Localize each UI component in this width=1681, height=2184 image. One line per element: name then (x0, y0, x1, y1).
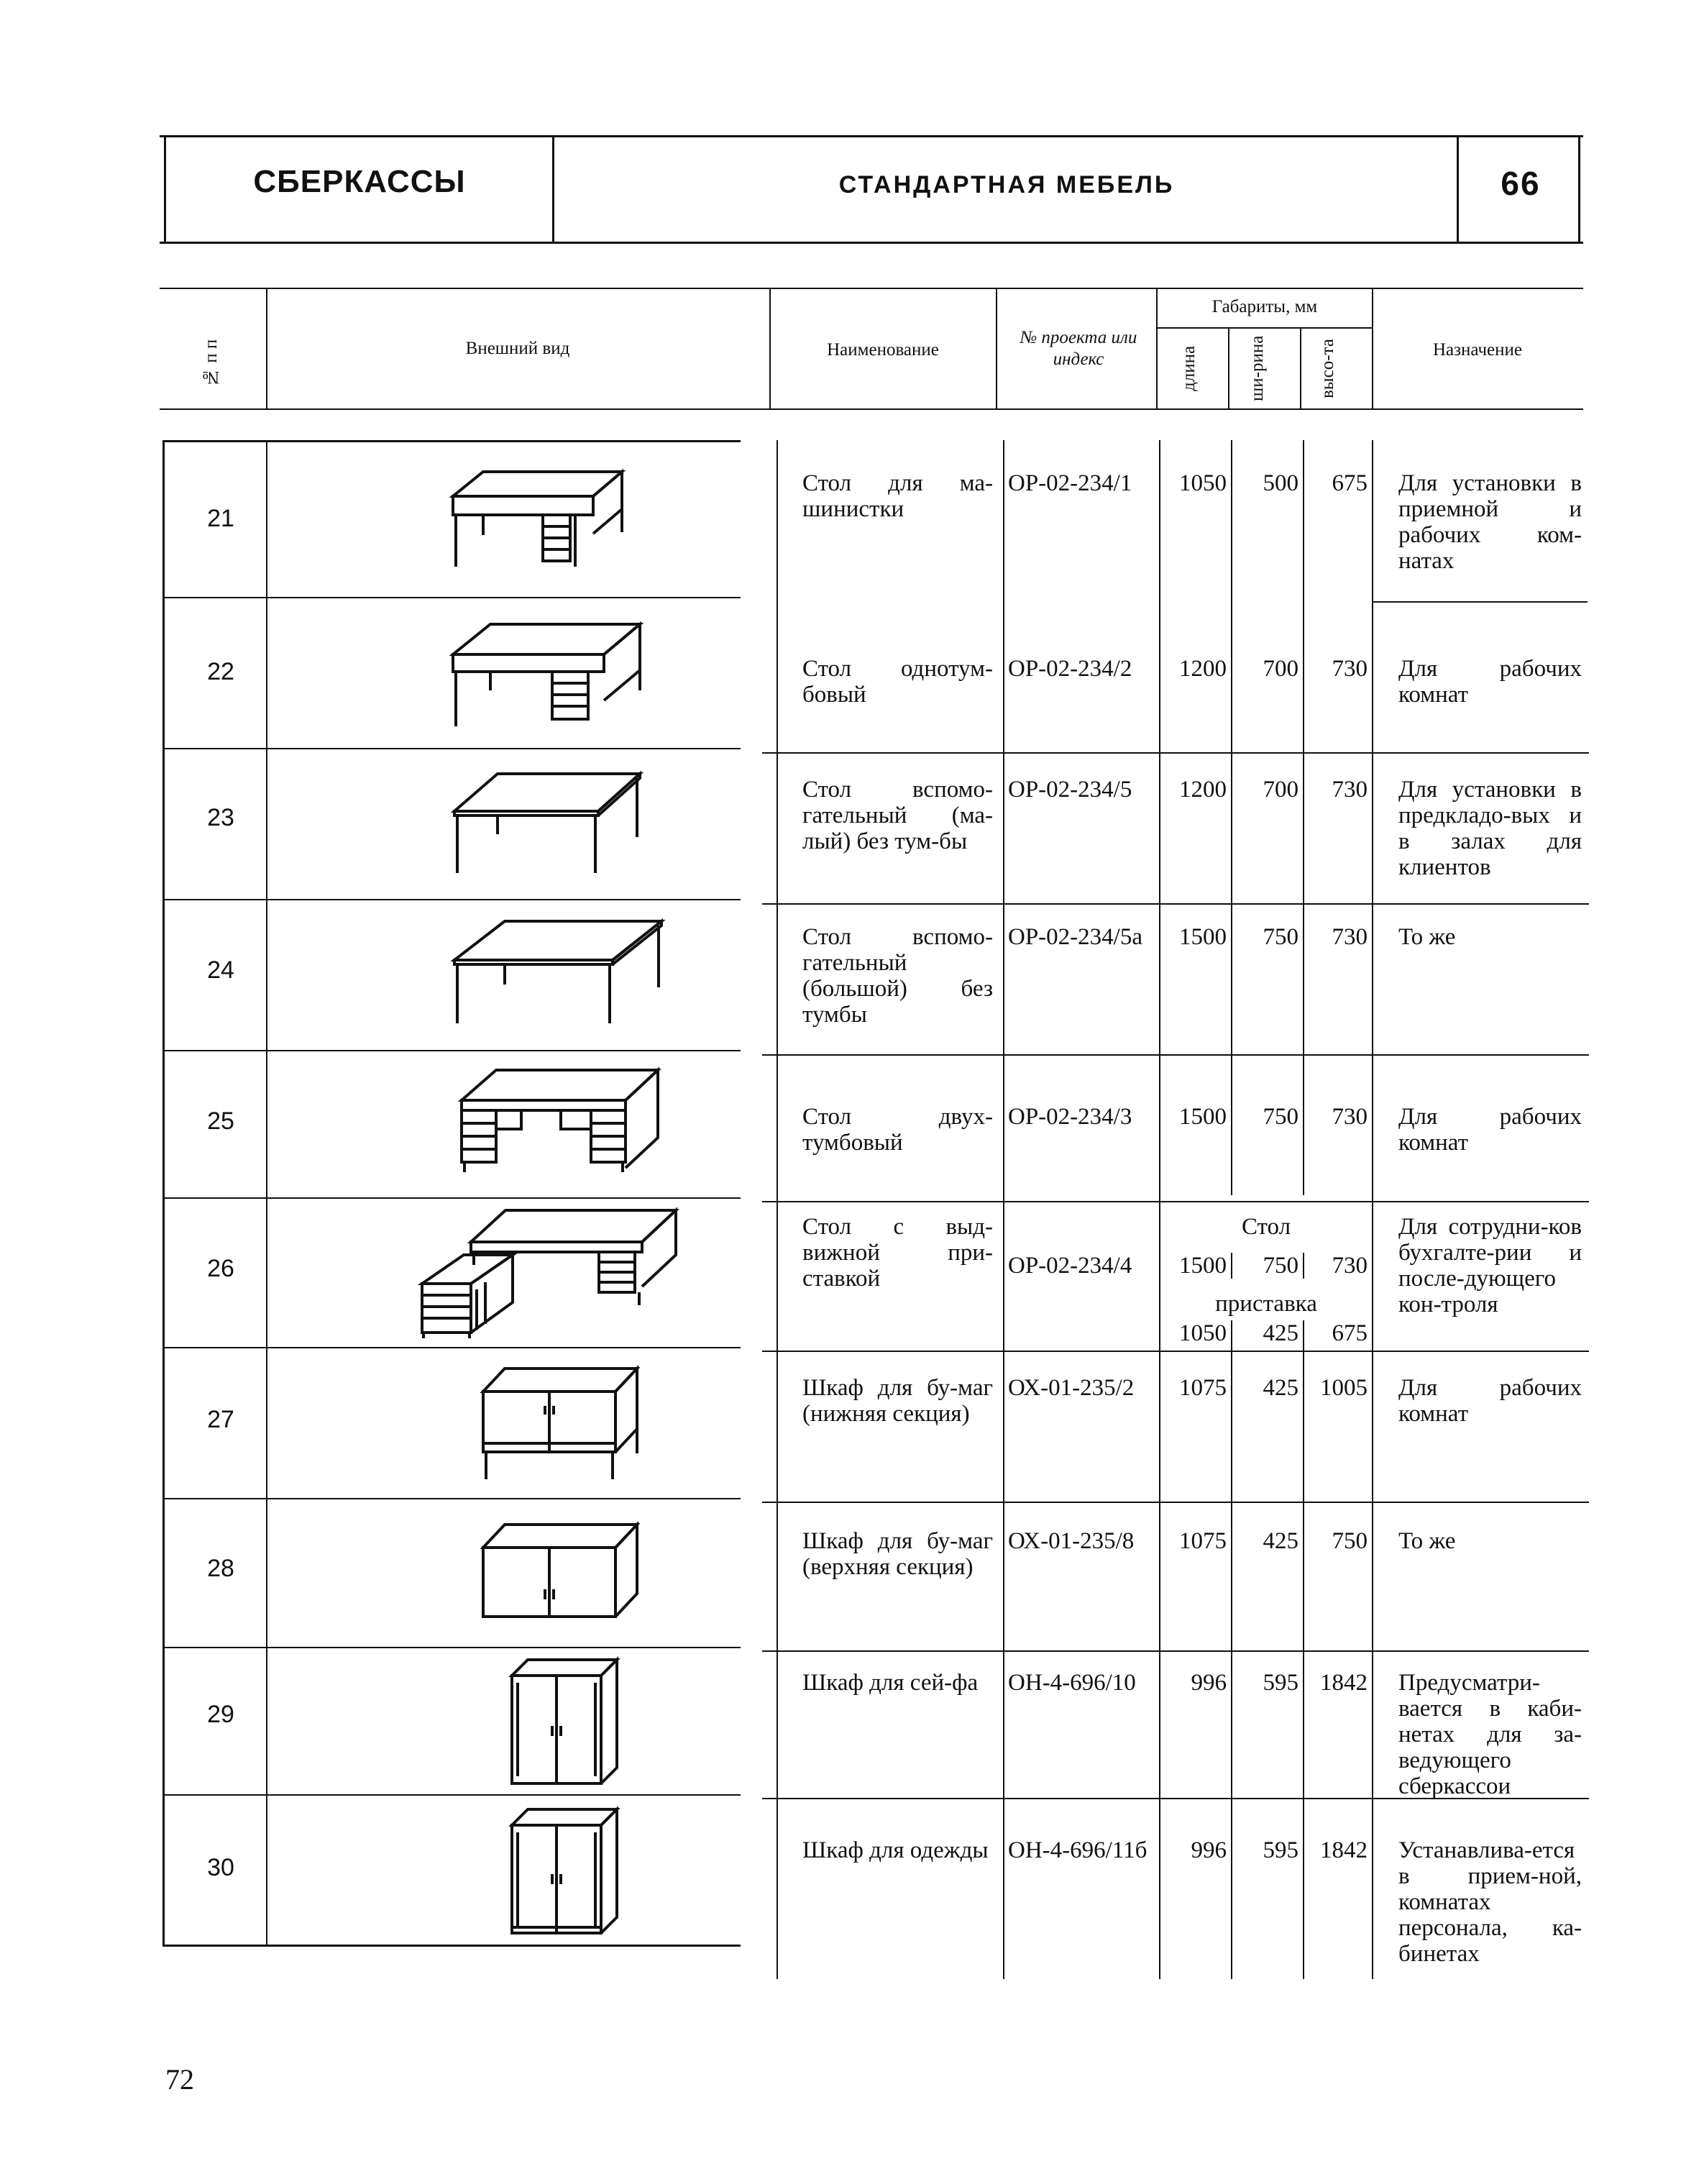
row-rule (762, 903, 1589, 905)
length-value: 996 (1191, 1670, 1227, 1696)
row-rule (762, 1201, 1589, 1202)
height-value: 750 (1332, 1528, 1368, 1554)
purpose-text: Для установки в предкладо-вых и в залах для клиентов (1398, 777, 1582, 880)
section-title: СБЕРКАССЫ (253, 164, 466, 199)
row-number: 29 (207, 1701, 234, 1728)
row-rule (762, 1054, 1589, 1056)
col-purpose-header: Назначение (1432, 340, 1523, 360)
row-rule (762, 1650, 1589, 1652)
width-value: 425 (1263, 1375, 1298, 1401)
purpose-text: Для установки в приемной и рабочих ком-натах (1398, 470, 1582, 574)
width-value: 425 (1263, 1528, 1298, 1554)
width-value: 750 (1263, 1104, 1298, 1130)
column-divider (1231, 440, 1232, 1195)
purpose-text: Для сотрудни-ков бухгалте-рии и после-дующего кон-троля (1398, 1214, 1582, 1317)
width-value: 595 (1263, 1670, 1298, 1696)
length-value: 1050 (1179, 470, 1227, 496)
row-rule (162, 1794, 741, 1796)
height-value: 1842 (1320, 1837, 1368, 1863)
purpose-text: Для рабочих комнат (1398, 1104, 1582, 1156)
height-value: 730 (1332, 656, 1368, 682)
upper-paper-cabinet-drawing (475, 1519, 647, 1627)
column-divider (1003, 440, 1004, 1979)
height-value: 730 (1332, 1104, 1368, 1130)
row-rule (162, 1347, 741, 1348)
item-name: Шкаф для бу-маг (нижняя секция) (802, 1375, 993, 1427)
row-number: 21 (207, 505, 234, 532)
dim-separator (1303, 1320, 1304, 1346)
page-number: 72 (165, 2063, 194, 2096)
project-index: ОР-02-234/1 (1008, 470, 1132, 496)
row-rule (162, 1050, 741, 1051)
dim-separator (1231, 1320, 1232, 1346)
table-top-rule (160, 288, 1583, 289)
safe-cabinet-drawing (503, 1654, 626, 1791)
project-index: ОР-02-234/4 (1008, 1253, 1132, 1279)
col-name-header: Наименование (827, 340, 939, 360)
row-number: 27 (207, 1406, 234, 1433)
length-value: 1200 (1179, 777, 1227, 803)
col-number-header: № п п (201, 339, 221, 388)
col-height-header: высо-та (1318, 339, 1337, 398)
length-value: 1075 (1179, 1375, 1227, 1401)
extension-sublabel: приставка (1215, 1291, 1317, 1317)
extension-height-value: 675 (1332, 1320, 1368, 1346)
col-project-header: № проекта или индекс (1020, 328, 1137, 369)
col-length-header: длина (1179, 345, 1199, 392)
item-name: Стол с выд-вижной при-ставкой (802, 1214, 993, 1292)
lower-paper-cabinet-drawing (475, 1363, 647, 1485)
item-name: Шкаф для бу-маг (верхняя секция) (802, 1528, 993, 1580)
project-index: ОР-02-234/5 (1008, 777, 1132, 803)
project-index: ОН-4-696/11б (1008, 1837, 1148, 1863)
row-number: 22 (207, 658, 234, 685)
width-value: 595 (1263, 1837, 1298, 1863)
row-rule (162, 1197, 741, 1199)
width-value: 750 (1263, 1253, 1298, 1279)
single-pedestal-desk-drawing (446, 618, 661, 734)
item-name: Стол вспомо-гательный (большой) без тумбы (802, 924, 993, 1028)
row-rule (162, 899, 741, 900)
col-appearance-header: Внешний вид (465, 339, 570, 358)
width-value: 750 (1263, 924, 1298, 950)
desk-with-extension-drawing (413, 1205, 687, 1341)
purpose-text: То же (1398, 1528, 1456, 1554)
length-value: 996 (1191, 1837, 1227, 1863)
extension-length-value: 1050 (1179, 1320, 1227, 1346)
height-value: 730 (1332, 777, 1368, 803)
project-index: ОР-02-234/3 (1008, 1104, 1132, 1130)
height-value: 675 (1332, 470, 1368, 496)
purpose-text: Для рабочих комнат (1398, 1375, 1582, 1427)
column-divider (1159, 440, 1160, 1979)
row-number: 26 (207, 1255, 234, 1282)
column-divider (1231, 1345, 1232, 1979)
item-name: Шкаф для одежды (802, 1837, 989, 1863)
row-rule (162, 1498, 741, 1499)
row-number: 25 (207, 1107, 234, 1135)
table-header-rule (160, 408, 1583, 410)
purpose-text: То же (1398, 924, 1456, 950)
left-border (162, 440, 165, 1946)
height-value: 730 (1332, 924, 1368, 950)
height-value: 1842 (1320, 1670, 1368, 1696)
column-divider (1228, 327, 1229, 410)
column-divider (777, 440, 778, 1979)
row-rule (162, 748, 741, 749)
dim-separator (1303, 1253, 1304, 1279)
project-index: ОР-02-234/5а (1008, 924, 1142, 950)
dimensions-subrule (1156, 327, 1372, 329)
width-value: 700 (1263, 777, 1298, 803)
row-rule (762, 1502, 1589, 1503)
purpose-text: Для рабочих комнат (1398, 656, 1582, 708)
row-rule (762, 752, 1589, 754)
height-value: 1005 (1320, 1375, 1368, 1401)
small-auxiliary-table-drawing (446, 769, 661, 881)
length-value: 1075 (1179, 1528, 1227, 1554)
item-name: Стол для ма-шинистки (802, 470, 993, 522)
row-rule (162, 1945, 741, 1947)
project-index: ОР-02-234/2 (1008, 656, 1132, 682)
height-value: 730 (1332, 1253, 1368, 1279)
header-bottom-rule (160, 242, 1583, 244)
row-number: 28 (207, 1555, 234, 1582)
project-index: ОХ-01-235/2 (1008, 1375, 1135, 1401)
width-value: 700 (1263, 656, 1298, 682)
col-dimensions-header: Габариты, мм (1211, 297, 1318, 316)
column-divider (1303, 1345, 1304, 1979)
row-number: 24 (207, 956, 234, 984)
page-title: СТАНДАРТНАЯ МЕБЕЛЬ (838, 171, 1175, 198)
col-width-header: ши-рина (1247, 335, 1267, 402)
typist-desk-drawing (446, 466, 633, 574)
column-divider (1300, 327, 1301, 410)
large-auxiliary-table-drawing (446, 917, 676, 1032)
item-name: Стол однотум-бовый (802, 656, 993, 708)
width-value: 500 (1263, 470, 1298, 496)
column-divider (1303, 440, 1304, 1195)
header-top-rule (160, 135, 1583, 137)
dim-separator (1231, 1253, 1232, 1279)
column-divider (1372, 440, 1373, 1979)
length-value: 1500 (1179, 924, 1227, 950)
project-index: ОХ-01-235/8 (1008, 1528, 1135, 1554)
wardrobe-drawing (503, 1804, 626, 1940)
row-rule (762, 1351, 1589, 1352)
item-name: Стол вспомо-гательный (ма-лый) без тум-бы (802, 777, 993, 854)
purpose-text: Устанавлива-ется в прием-ной, комнатах персонала, ка-бинетах (1398, 1837, 1582, 1967)
row-rule (1372, 601, 1588, 603)
project-index: ОН-4-696/10 (1008, 1670, 1136, 1696)
table-sublabel: Стол (1241, 1214, 1291, 1240)
sheet-number: 66 (1501, 165, 1541, 202)
double-pedestal-desk-drawing (453, 1064, 669, 1179)
length-value: 1500 (1179, 1253, 1227, 1279)
length-value: 1500 (1179, 1104, 1227, 1130)
extension-width-value: 425 (1263, 1320, 1298, 1346)
purpose-text: Предусматри-вается в каби-нетах для за-ведующего сберкассои (1398, 1670, 1582, 1799)
length-value: 1200 (1179, 656, 1227, 682)
row-number: 30 (207, 1854, 234, 1881)
item-name: Стол двух-тумбовый (802, 1104, 993, 1156)
item-name: Шкаф для сей-фа (802, 1670, 979, 1696)
row-rule (162, 440, 741, 442)
row-rule (162, 1647, 741, 1648)
row-number: 23 (207, 804, 234, 831)
row-rule (162, 597, 741, 598)
column-divider (996, 288, 997, 410)
